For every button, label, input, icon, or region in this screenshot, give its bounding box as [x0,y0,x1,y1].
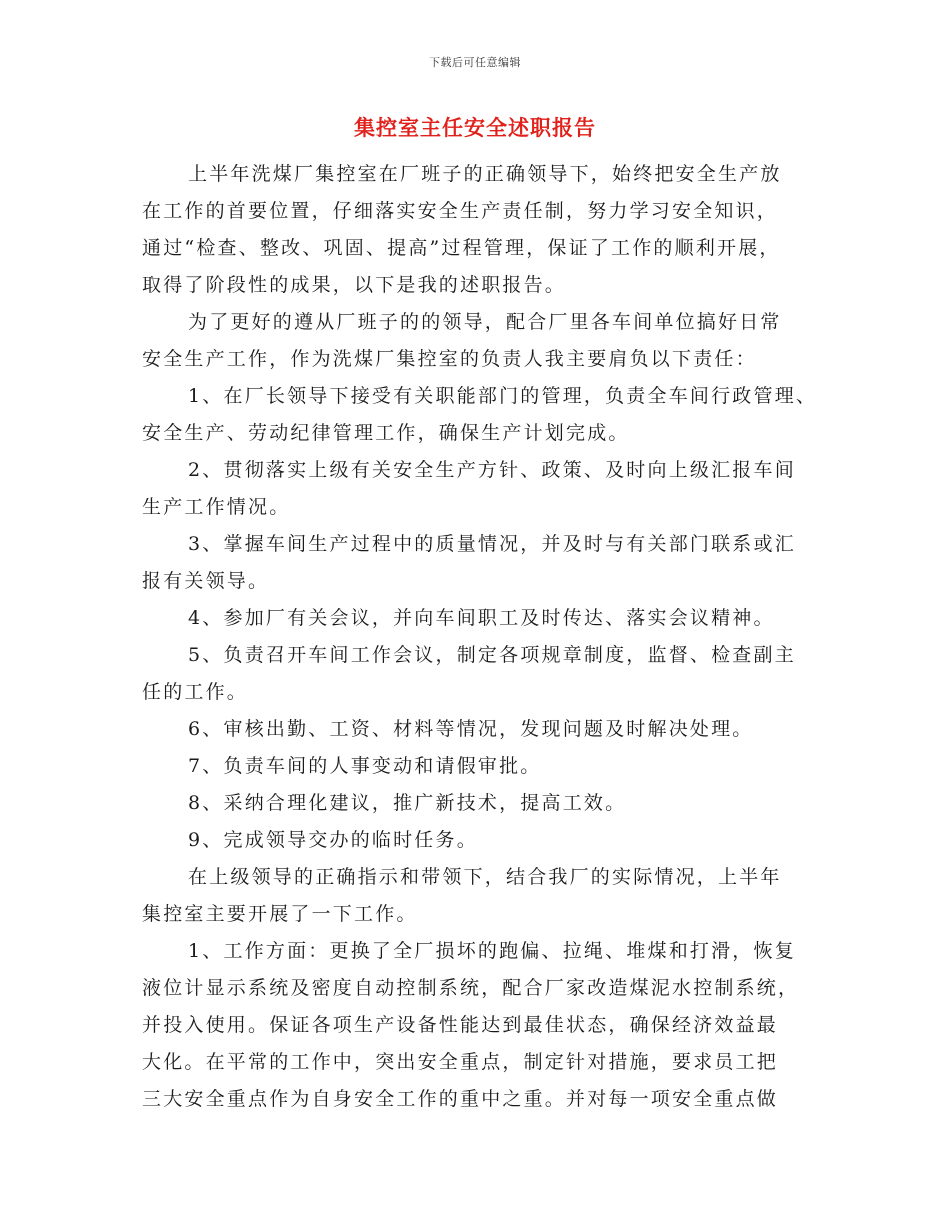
text-line: 2、贯彻落实上级有关安全生产方针、政策、及时向上级汇报车间 [188,459,796,481]
text-line: 液位计显示系统及密度自动控制系统，配合厂家改造煤泥水控制系统， [142,977,800,999]
document-title: 集控室主任安全述职报告 [354,115,596,140]
text-line: 7、负责车间的人事变动和请假审批。 [188,755,542,777]
text-line: 生产工作情况。 [142,496,291,518]
text-line: 安全生产工作，作为洗煤厂集控室的负责人我主要肩负以下责任： [142,348,757,370]
text-line: 9、完成领导交办的临时任务。 [188,829,478,851]
text-line: 并投入使用。保证各项生产设备性能达到最佳状态，确保经济效益最 [142,1014,779,1036]
text-line: 大化。在平常的工作中，突出安全重点，制定针对措施，要求员工把 [142,1051,779,1073]
text-line: 6、审核出勤、工资、材料等情况，发现问题及时解决处理。 [188,718,754,740]
text-line: 3、掌握车间生产过程中的质量情况，并及时与有关部门联系或汇 [188,533,796,555]
text-line: 三大安全重点作为自身安全工作的重中之重。并对每一项安全重点做 [142,1088,779,1110]
text-line: 集控室主要开展了一下工作。 [142,903,418,925]
text-line: 1、在厂长领导下接受有关职能部门的管理，负责全车间行政管理、 [188,385,818,407]
text-line: 报有关领导。 [142,570,270,592]
text-line: 上半年洗煤厂集控室在厂班子的正确领导下，始终把安全生产放 [188,163,782,185]
text-line: 通过“检查、整改、巩固、提高”过程管理，保证了工作的顺利开展， [142,237,781,259]
text-line: 在上级领导的正确指示和带领下，结合我厂的实际情况，上半年 [188,866,782,888]
text-line: 安全生产、劳动纪律管理工作，确保生产计划完成。 [142,422,630,444]
text-line: 取得了阶段性的成果，以下是我的述职报告。 [142,274,567,296]
document-body [142,156,832,1118]
text-line: 任的工作。 [142,681,249,703]
text-line: 1、工作方面：更换了全厂损坏的跑偏、拉绳、堆煤和打滑，恢复 [188,940,796,962]
page-header-note: 下载后可任意编辑 [429,56,521,69]
text-line: 5、负责召开车间工作会议，制定各项规章制度，监督、检查副主 [188,644,796,666]
text-line: 为了更好的遵从厂班子的的领导，配合厂里各车间单位搞好日常 [188,311,782,333]
text-line: 4、参加厂有关会议，并向车间职工及时传达、落实会议精神。 [188,607,775,629]
text-line: 在工作的首要位置，仔细落实安全生产责任制，努力学习安全知识， [142,200,779,222]
text-line: 8、采纳合理化建议，推广新技术，提高工效。 [188,792,627,814]
